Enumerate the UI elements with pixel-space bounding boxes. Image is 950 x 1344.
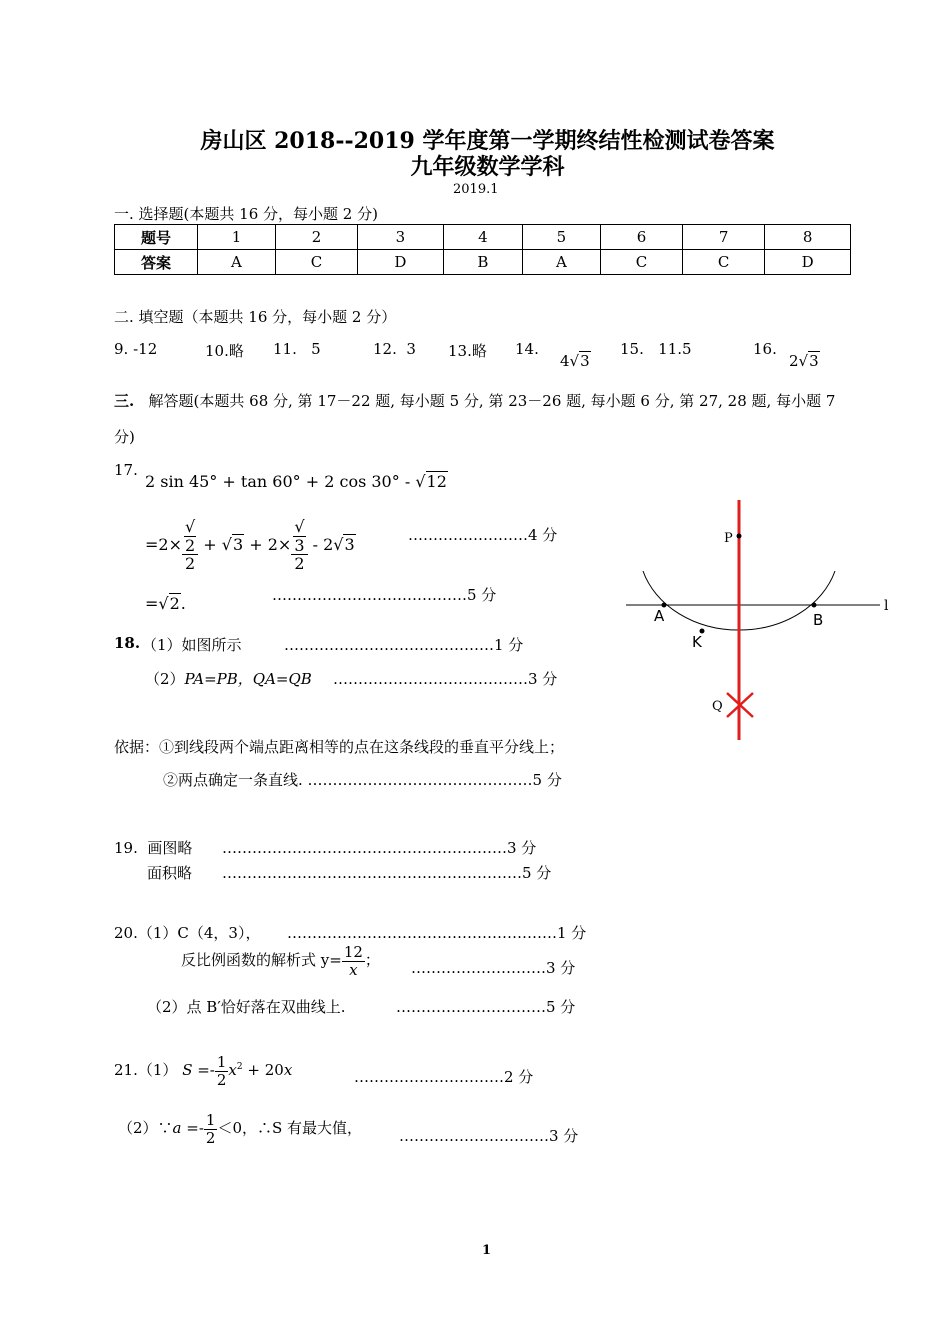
q17-number: 17. xyxy=(114,461,138,479)
label-K: K xyxy=(692,633,702,651)
date: 2019.1 xyxy=(453,182,499,197)
q18-basis1: 依据：①到线段两个端点距离相等的点在这条线段的垂直平分线上； xyxy=(114,738,565,756)
table-cell: A xyxy=(522,250,600,275)
table-cell: C xyxy=(275,250,357,275)
fill-item-9: 9. -12 xyxy=(114,340,158,358)
section3-heading: 三. 解答题(本题共 68 分, 第 17－22 题, 每小题 5 分, 第 23－26 题, 每小题 6 分, 第 27, 28 题, 每小题 7 xyxy=(114,392,836,410)
fill-item-12: 12. 3 xyxy=(373,340,416,358)
fill-item-11: 11. 5 xyxy=(273,340,321,358)
row-header: 题号 xyxy=(115,225,198,250)
table-cell: 7 xyxy=(683,225,765,250)
q21-line2-score: …………………………3 分 xyxy=(399,1127,579,1145)
fill-item-13: 13.略 xyxy=(448,342,487,360)
q20-line2-score: ………………………3 分 xyxy=(411,959,576,977)
fill-answer-14: 4√3 xyxy=(560,352,590,370)
q18-part2: （2）PA=PB，QA=QB xyxy=(145,670,312,688)
fill-item-16: 16. xyxy=(753,340,777,358)
point-B xyxy=(812,603,817,608)
table-cell: A xyxy=(198,250,276,275)
section1-heading: 一. 选择题(本题共 16 分，每小题 2 分) xyxy=(114,205,378,223)
label-Q: Q xyxy=(712,699,723,714)
q20-line1-score: ………………………………………………1 分 xyxy=(287,924,587,942)
fill-item-10: 10.略 xyxy=(205,342,244,360)
point-P xyxy=(737,534,742,539)
answer-table xyxy=(114,224,851,275)
label-P: P xyxy=(724,531,733,546)
table-cell: 8 xyxy=(765,225,851,250)
q21-line1: 21.（1） S =- $\frac{1}{2}$ $x^2 + 20x$ xyxy=(114,1053,293,1089)
q20-line2: 反比例函数的解析式 y= $\frac{12}{x}$ ； xyxy=(181,943,380,979)
q17-step1: =2× √ 2 2 + √3 + 2× √ 3 2 - 2√3 xyxy=(145,517,355,574)
title-line1: 房山区 2018--2019 学年度第一学期终结性检测试卷答案 xyxy=(200,128,775,154)
table-cell: C xyxy=(600,250,682,275)
page-number: 1 xyxy=(482,1243,492,1258)
table-row xyxy=(115,250,851,275)
table-cell: 2 xyxy=(275,225,357,250)
title-line2: 九年级数学学科 xyxy=(410,154,565,180)
q17-step1-score: ……………………4 分 xyxy=(408,526,558,544)
q19-line2: 面积略 xyxy=(147,864,193,882)
label-l: l xyxy=(884,598,889,614)
table-cell: B xyxy=(443,250,522,275)
label-B: B xyxy=(813,611,824,629)
q18-part2-score: …………………………………3 分 xyxy=(333,670,558,688)
q19-line1-score: …………………………………………………3 分 xyxy=(222,839,537,857)
q20-line3: （2）点 B′恰好落在双曲线上. xyxy=(147,998,346,1016)
table-row xyxy=(115,225,851,250)
q19-line2-score: ……………………………………………………5 分 xyxy=(222,864,552,882)
table-cell: 1 xyxy=(198,225,276,250)
fill-item-15: 15. 11.5 xyxy=(620,340,692,358)
q18-number: 18. xyxy=(114,634,141,652)
table-cell: D xyxy=(765,250,851,275)
q20-line1: 20.（1）C（4，3）， xyxy=(114,924,261,942)
label-A: A xyxy=(654,607,665,625)
table-cell: 3 xyxy=(358,225,444,250)
q18-part1-score: ……………………………………1 分 xyxy=(284,636,524,654)
q21-line1-score: …………………………2 分 xyxy=(354,1068,534,1086)
construction-figure xyxy=(600,490,900,750)
q20-line3-score: …………………………5 分 xyxy=(396,998,576,1016)
table-cell: 5 xyxy=(522,225,600,250)
section3-heading-cont: 分) xyxy=(114,428,135,446)
q17-expression: 2 sin 45° + tan 60° + 2 cos 30° - √12 xyxy=(145,472,447,491)
q17-step2-score: …………………………………5 分 xyxy=(272,586,497,604)
table-cell: D xyxy=(358,250,444,275)
table-cell: 6 xyxy=(600,225,682,250)
table-cell: C xyxy=(683,250,765,275)
fill-item-14: 14. xyxy=(515,340,539,358)
q17-step2: =√2. xyxy=(145,594,186,613)
q18-part1: （1）如图所示 xyxy=(142,636,242,654)
fill-answer-16: 2√3 xyxy=(789,352,819,370)
table-cell: 4 xyxy=(443,225,522,250)
q19-line1: 19. 画图略 xyxy=(114,839,193,857)
q18-basis2: ②两点确定一条直线. ………………………………………5 分 xyxy=(163,771,562,789)
row-header: 答案 xyxy=(115,250,198,275)
q21-line2: （2）∵a =- $\frac{1}{2}$ ＜0，∴S 有最大值， xyxy=(118,1111,363,1147)
section2-heading: 二. 填空题（本题共 16 分，每小题 2 分） xyxy=(114,308,397,326)
